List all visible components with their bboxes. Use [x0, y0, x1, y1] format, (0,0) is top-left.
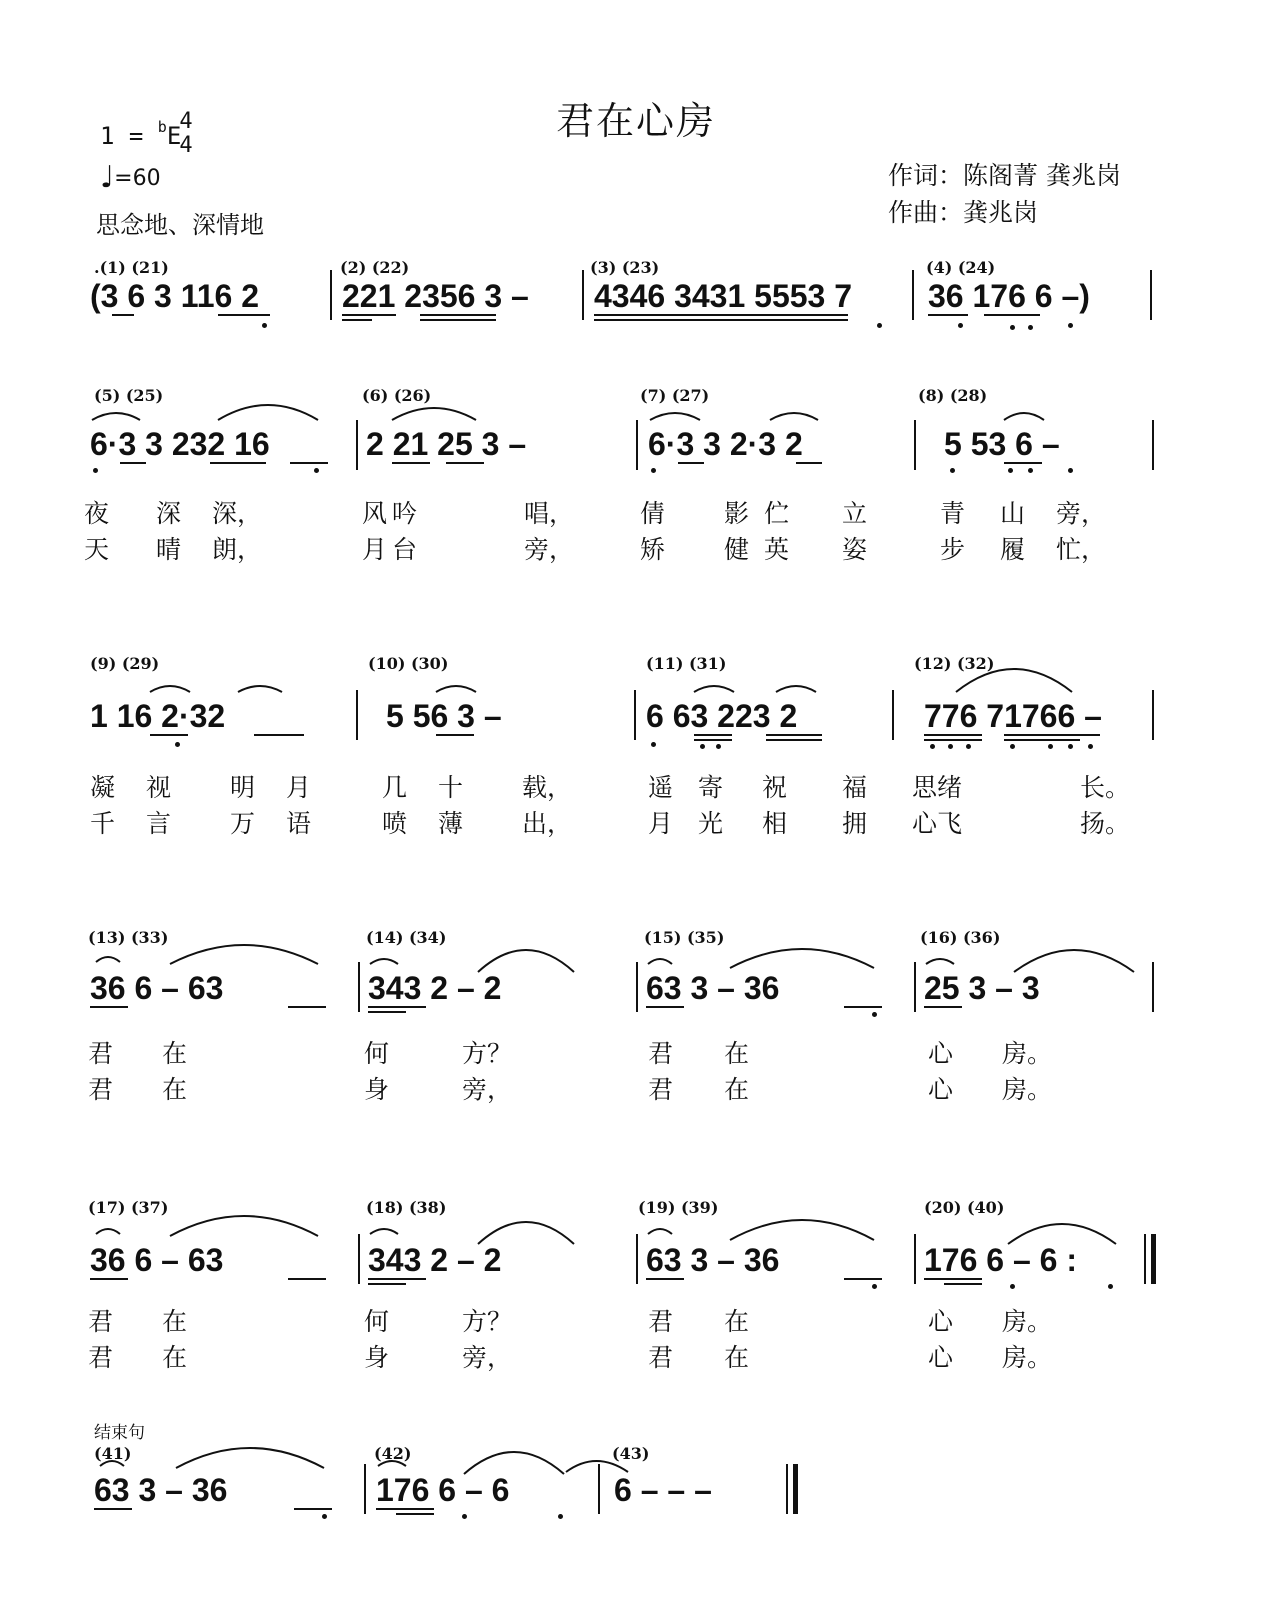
lyric: 在	[724, 1039, 750, 1068]
slur	[566, 1461, 628, 1472]
measure-number: (14) (34)	[366, 928, 447, 947]
measure-number: (8) (28)	[918, 386, 988, 405]
lyric: 倩	[640, 499, 666, 528]
lyric: 何	[364, 1039, 390, 1068]
lyric: 台	[392, 535, 418, 564]
lyric: 身	[364, 1343, 390, 1372]
lyric: 房。	[1002, 1307, 1053, 1336]
measure-number: (10) (30)	[368, 654, 449, 673]
lyric: 房。	[1002, 1343, 1053, 1372]
measure-number: .(1) (21)	[94, 258, 169, 277]
lyric: 在	[724, 1307, 750, 1336]
lyric: 山	[1000, 499, 1026, 528]
lyric: 遥	[648, 773, 674, 802]
slur	[392, 408, 476, 420]
lyric: 喷	[382, 809, 408, 838]
slur	[436, 686, 476, 692]
lyric: 君	[88, 1307, 114, 1336]
lyric: 凝	[90, 773, 116, 802]
slur	[730, 1220, 874, 1240]
slur	[218, 405, 318, 420]
lyric: 万	[230, 809, 256, 838]
lyric: 影	[724, 499, 750, 528]
slur	[648, 1229, 672, 1234]
lyric: 深	[156, 499, 182, 528]
measure-number: (6) (26)	[362, 386, 432, 405]
measure-number: (19) (39)	[638, 1198, 719, 1217]
lyric: 相	[762, 809, 788, 838]
lyric: 心	[928, 1343, 954, 1372]
lyric: 月	[648, 809, 674, 838]
lyric: 拥	[842, 809, 868, 838]
lyric: 出，	[522, 809, 573, 838]
measure-notes: 36 6 – 63	[90, 970, 224, 1006]
lyric: 青	[940, 499, 966, 528]
slur	[370, 1229, 398, 1234]
lyric: 旁，	[462, 1343, 513, 1372]
lyric: 方？	[462, 1039, 513, 1068]
lyric: 何	[364, 1307, 390, 1336]
slur	[478, 1222, 574, 1244]
measure-number: (15) (35)	[644, 928, 725, 947]
lyric: 唱，	[524, 499, 575, 528]
lyric: 君	[648, 1039, 674, 1068]
measure-number: (20) (40)	[924, 1198, 1005, 1217]
measure-notes: 2 21 25 3 –	[366, 426, 527, 462]
measure-number: (7) (27)	[640, 386, 710, 405]
measure-notes: 343 2 – 2	[368, 970, 502, 1006]
lyric: 福	[842, 773, 868, 802]
expression-marking: 思念地、深情地	[96, 211, 264, 239]
lyric: 祝	[762, 773, 788, 802]
lyric: 旁，	[462, 1075, 513, 1104]
lyric: 薄	[438, 809, 464, 838]
slur	[478, 950, 574, 972]
lyric: 扬。	[1080, 809, 1131, 838]
measure-notes: 5 53 6 –	[944, 426, 1060, 462]
lyric: 在	[724, 1075, 750, 1104]
lyric: 十	[438, 773, 464, 802]
slur	[650, 413, 700, 420]
lyric: 载，	[522, 773, 573, 802]
lyric: 在	[162, 1343, 188, 1372]
measure-notes: 221 2356 3 –	[342, 278, 529, 314]
slur	[1004, 413, 1044, 420]
lyric: 旁，	[524, 535, 575, 564]
measure-number: (12) (32)	[914, 654, 995, 673]
slur	[730, 949, 874, 968]
slur	[926, 959, 954, 964]
quarter-note-icon: ♩	[100, 160, 115, 195]
lyric: 几	[382, 773, 408, 802]
lyric: 忙，	[1056, 535, 1107, 564]
lyric: 心飞	[912, 809, 963, 838]
measure-notes: 343 2 – 2	[368, 1242, 502, 1278]
slur	[170, 1216, 318, 1236]
slur	[96, 957, 120, 962]
measure-number: (4) (24)	[926, 258, 996, 277]
measure-notes: 6 63 223 2	[646, 698, 798, 734]
measure-number: (3) (23)	[590, 258, 660, 277]
lyric: 思绪	[912, 773, 963, 802]
measure-notes: 776 71766 –	[924, 698, 1102, 734]
lyric: 在	[162, 1075, 188, 1104]
lyric: 房。	[1002, 1039, 1053, 1068]
lyric: 风	[362, 499, 388, 528]
lyric: 寄	[698, 773, 724, 802]
lyric: 身	[364, 1075, 390, 1104]
slur	[1008, 1224, 1116, 1244]
slur	[92, 413, 140, 420]
key-prefix: 1 =	[100, 122, 158, 150]
lyric: 君	[88, 1343, 114, 1372]
measure-notes: (3 6 3 116 2	[90, 278, 260, 314]
measure-number: (13) (33)	[88, 928, 169, 947]
lyric: 旁，	[1056, 499, 1107, 528]
lyric: 步	[940, 535, 966, 564]
lyric: 晴	[156, 535, 182, 564]
measure-number: (43)	[612, 1444, 650, 1463]
composer-credit: 作曲：龚兆岗	[888, 198, 1039, 227]
lyric: 月	[362, 535, 388, 564]
measure-notes: 6·3 3 2·3 2	[648, 426, 803, 462]
lyric: 朗，	[212, 535, 263, 564]
lyric: 明	[230, 773, 256, 802]
measure-notes: 176 6 – 6	[376, 1472, 510, 1508]
measure-notes: 5 56 3 –	[386, 698, 502, 734]
measure-number: (42)	[374, 1444, 412, 1463]
measure-number: (18) (38)	[366, 1198, 447, 1217]
lyricist-credit: 作词：陈阁菁 龚兆岗	[888, 161, 1121, 190]
lyric: 心	[928, 1307, 954, 1336]
song-title: 君在心房	[555, 99, 716, 143]
lyric: 君	[648, 1075, 674, 1104]
time-signature-bottom: 4	[179, 133, 193, 158]
lyric: 视	[146, 773, 172, 802]
lyric: 君	[648, 1307, 674, 1336]
lyric: 言	[146, 809, 172, 838]
lyric: 立	[842, 499, 868, 528]
lyric: 英	[764, 535, 790, 564]
slur	[150, 686, 190, 692]
measure-notes: 176 6 – 6 :	[924, 1242, 1077, 1278]
slur	[170, 945, 318, 964]
slur	[648, 959, 672, 964]
tempo-value: =60	[114, 166, 161, 191]
lyric: 姿	[842, 535, 868, 564]
lyric: 在	[162, 1039, 188, 1068]
measure-notes: 63 3 – 36	[646, 970, 780, 1006]
measure-notes: 1 16 2·32	[90, 698, 226, 734]
lyric: 夜	[84, 499, 110, 528]
lyric: 君	[88, 1039, 114, 1068]
measure-number: (17) (37)	[88, 1198, 169, 1217]
lyric: 君	[648, 1343, 674, 1372]
key-tonic: E	[166, 122, 182, 150]
measure-notes: 36 6 – 63	[90, 1242, 224, 1278]
slur	[464, 1452, 564, 1474]
slur	[238, 686, 282, 692]
measure-notes: 6·3 3 232 16	[90, 426, 270, 462]
slur	[96, 1229, 120, 1234]
lyric: 君	[88, 1075, 114, 1104]
lyric: 长。	[1080, 773, 1131, 802]
lyric: 在	[162, 1307, 188, 1336]
time-signature-top: 4	[179, 109, 193, 134]
lyric: 月	[286, 773, 312, 802]
slur	[770, 413, 818, 420]
lyric: 千	[90, 809, 116, 838]
lyric: 在	[724, 1343, 750, 1372]
measure-number: (5) (25)	[94, 386, 164, 405]
slur	[776, 686, 816, 692]
slur	[694, 686, 734, 692]
slur	[176, 1448, 324, 1468]
lyric: 语	[286, 809, 312, 838]
ending-label: 结束句	[94, 1423, 145, 1443]
flat-sign: b	[157, 118, 167, 136]
lyric: 履	[1000, 535, 1026, 564]
lyric: 方？	[462, 1307, 513, 1336]
measure-notes: 63 3 – 36	[94, 1472, 228, 1508]
lyric: 天	[84, 535, 110, 564]
measure-notes: 36 176 6 –)	[928, 278, 1090, 314]
lyric: 深，	[212, 499, 263, 528]
slur	[370, 959, 398, 964]
slur	[378, 1461, 406, 1466]
measure-number: (9) (29)	[90, 654, 160, 673]
measure-number: (16) (36)	[920, 928, 1001, 947]
lyric: 矫	[640, 535, 666, 564]
lyric: 光	[698, 809, 724, 838]
lyric: 吟	[392, 499, 418, 528]
measure-number: (11) (31)	[646, 654, 727, 673]
measure-notes: 4346 3431 5553 7	[594, 278, 853, 314]
lyric: 心	[928, 1039, 954, 1068]
measure-notes: 25 3 – 3	[924, 970, 1040, 1006]
measure-notes: 63 3 – 36	[646, 1242, 780, 1278]
lyric: 心	[928, 1075, 954, 1104]
measure-number: (2) (22)	[340, 258, 410, 277]
measure-notes: 6 – – –	[614, 1472, 712, 1508]
lyric: 健	[724, 535, 750, 564]
lyric: 房。	[1002, 1075, 1053, 1104]
slur	[1014, 950, 1134, 972]
slur	[100, 1461, 124, 1466]
lyric: 伫	[764, 499, 790, 528]
slur	[956, 669, 1072, 692]
measure-number: (41)	[94, 1444, 132, 1463]
